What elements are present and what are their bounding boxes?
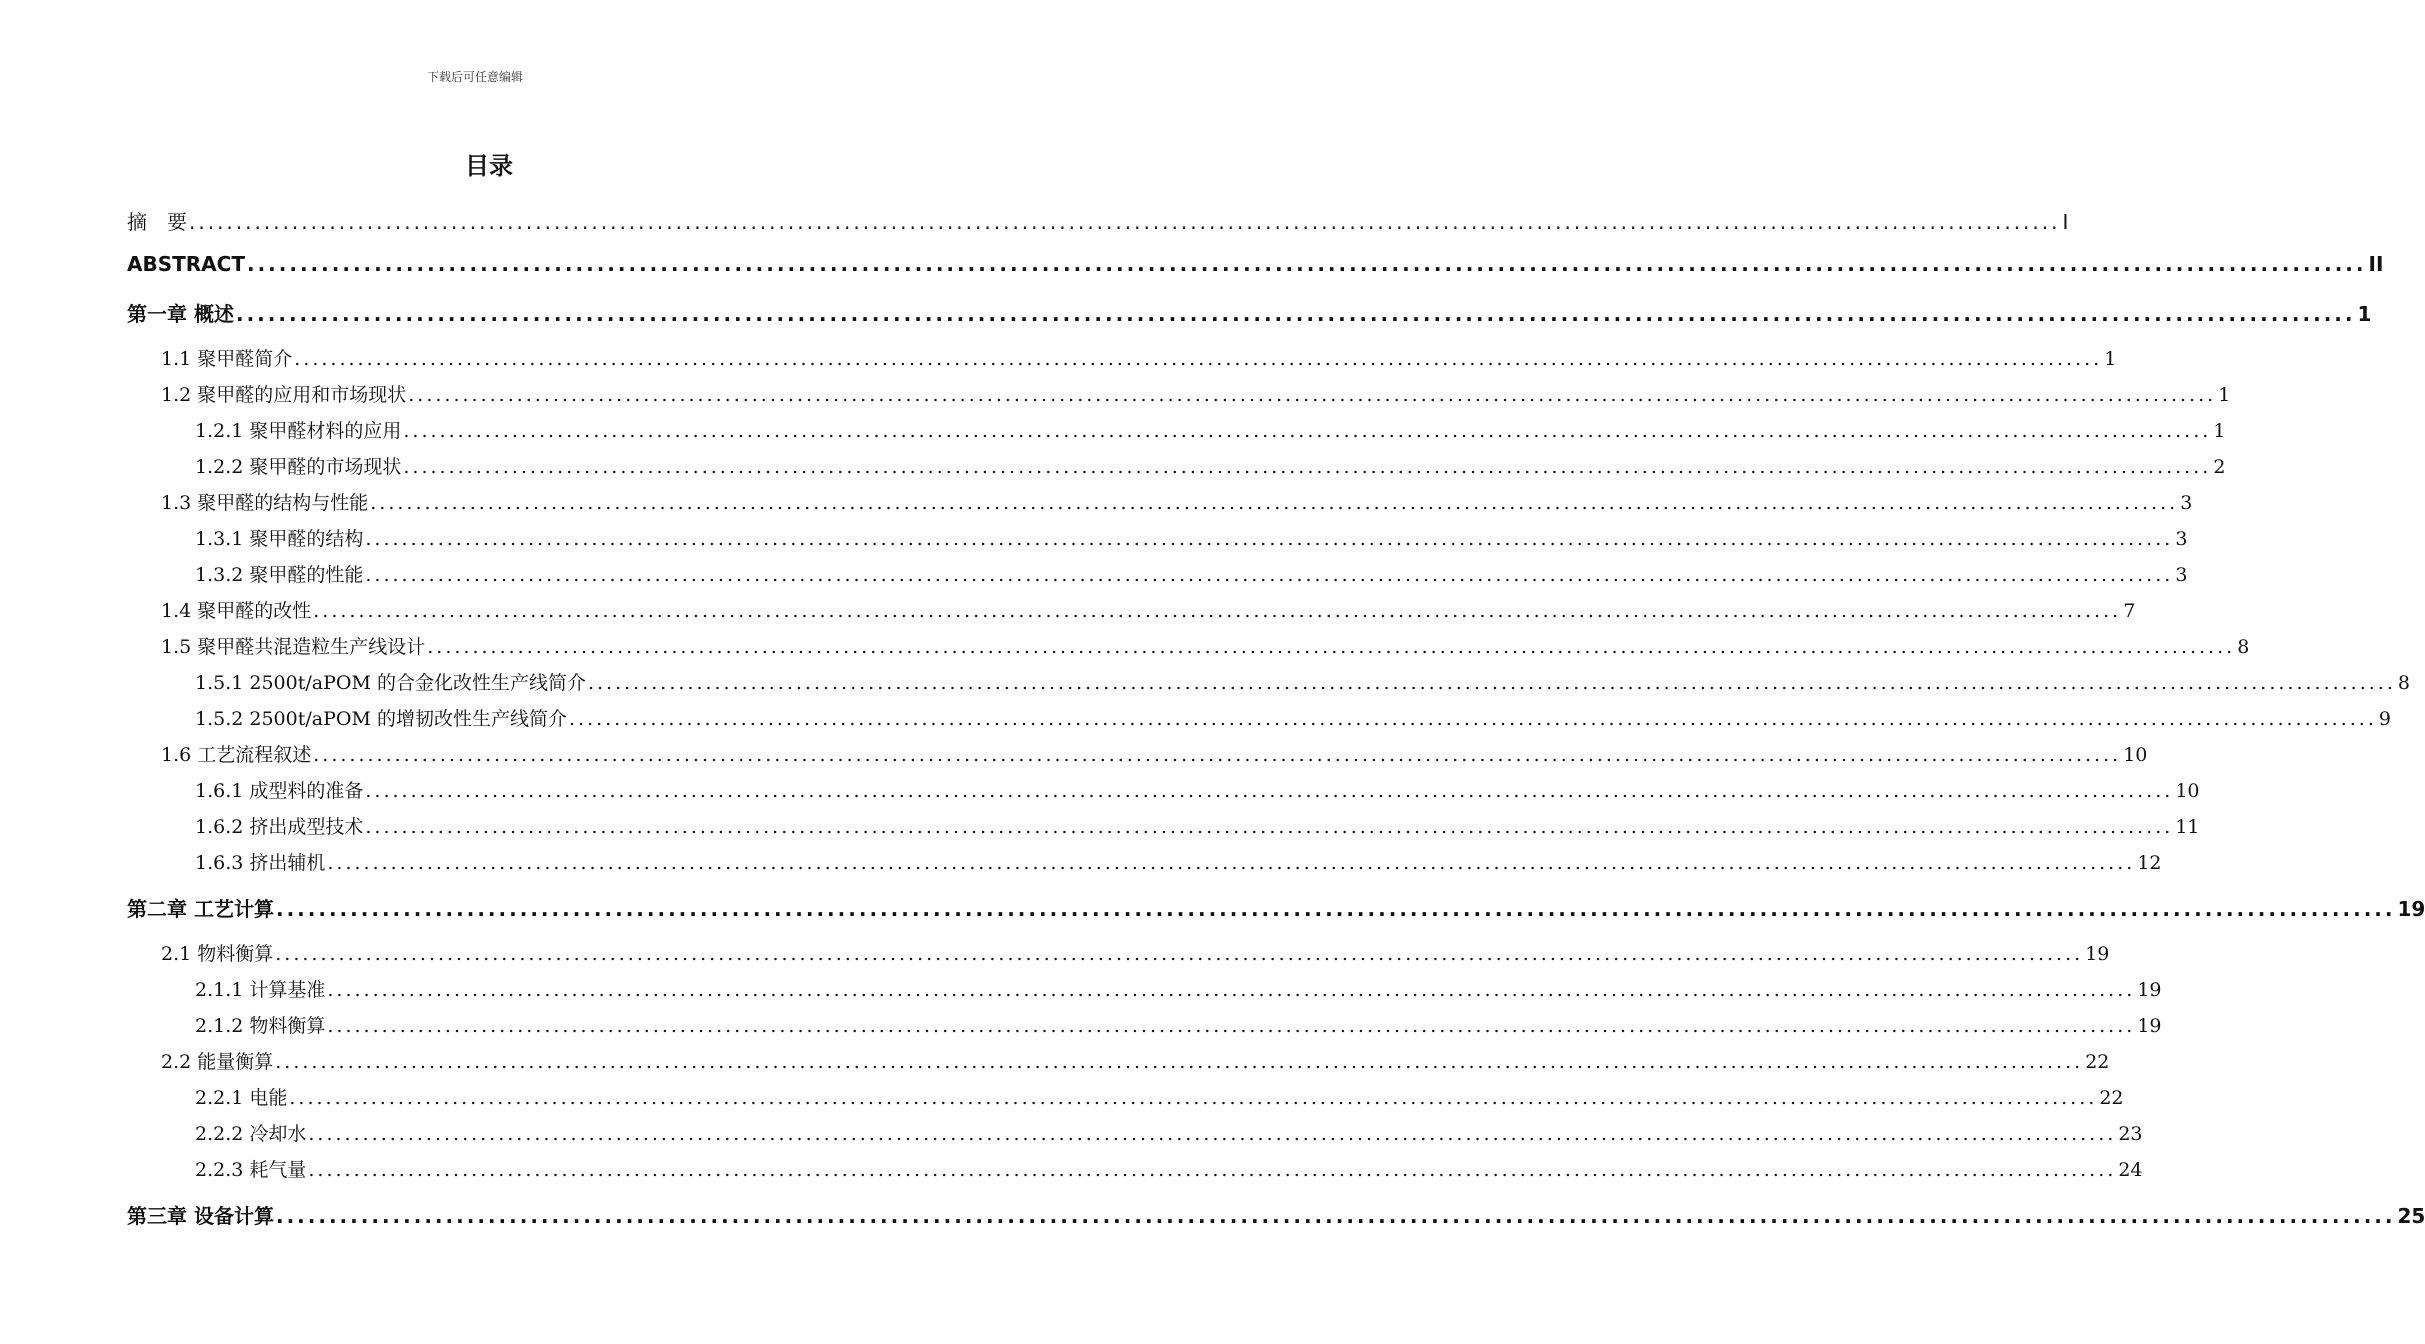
toc-entry[interactable] — [127, 298, 2372, 327]
toc-leader-dots: ........................................................................................................................................................................................................ — [327, 979, 2136, 1001]
toc-entry[interactable] — [127, 1200, 2425, 1229]
toc-leader-dots: ........................................................................................................................................................................................................ — [327, 852, 2136, 874]
toc-leader-dots: ........................................................................................................................................................................................................ — [294, 348, 2103, 370]
toc-entry-label: 2.2 能量衡算 — [161, 1051, 274, 1073]
toc-entry-page: 24 — [2118, 1159, 2143, 1181]
toc-entry-label: ABSTRACT — [127, 252, 245, 276]
toc-entry[interactable] — [161, 740, 2148, 767]
toc-entry-label: 1.1 聚甲醛简介 — [161, 348, 293, 370]
toc-entry-page: 19 — [2397, 897, 2425, 921]
toc-leader-dots: ........................................................................................................................................................................................................ — [327, 1015, 2136, 1037]
toc-entry[interactable] — [195, 560, 2188, 587]
toc-entry[interactable] — [195, 416, 2226, 443]
toc-leader-dots: ........................................................................................................................................................................................................ — [568, 708, 2377, 730]
toc-entry-page: 19 — [2137, 1015, 2162, 1037]
toc-entry-page: 12 — [2137, 852, 2162, 874]
toc-entry-page: 3 — [2175, 564, 2188, 586]
toc-entry[interactable] — [127, 252, 2384, 276]
toc-leader-dots: ........................................................................................................................................................................................................ — [246, 252, 2367, 276]
toc-leader-dots: ........................................................................................................................................................................................................ — [408, 384, 2217, 406]
toc-leader-dots: ........................................................................................................................................................................................................ — [275, 1051, 2084, 1073]
toc-entry[interactable] — [195, 1011, 2162, 1038]
toc-entry-label: 1.2.2 聚甲醛的市场现状 — [195, 456, 402, 478]
toc-entry[interactable] — [127, 206, 2069, 235]
toc-leader-dots: ........................................................................................................................................................................................................ — [587, 672, 2396, 694]
toc-entry-page: 23 — [2118, 1123, 2143, 1145]
toc-entry-label: 第二章 工艺计算 — [127, 897, 274, 921]
toc-entry[interactable] — [195, 452, 2226, 479]
toc-entry[interactable] — [195, 848, 2162, 875]
toc-entry[interactable] — [195, 704, 2391, 731]
toc-entry-page: 1 — [2213, 420, 2226, 442]
toc-leader-dots: ........................................................................................................................................................................................................ — [308, 1123, 2117, 1145]
toc-entry[interactable] — [161, 632, 2250, 659]
toc-entry-label: 1.6.3 挤出辅机 — [195, 852, 326, 874]
toc-entry-label: 1.6.2 挤出成型技术 — [195, 816, 364, 838]
toc-entry-label: 2.2.1 电能 — [195, 1087, 288, 1109]
toc-entry-label: 2.1 物料衡算 — [161, 943, 274, 965]
toc-leader-dots: ........................................................................................................................................................................................................ — [365, 528, 2174, 550]
toc-entry-page: II — [2368, 252, 2384, 276]
toc-leader-dots: ........................................................................................................................................................................................................ — [313, 744, 2122, 766]
toc-entry-page: 2 — [2213, 456, 2226, 478]
toc-entry-page: 22 — [2099, 1087, 2124, 1109]
toc-entry[interactable] — [195, 668, 2410, 695]
header-note: 下载后可任意编辑 — [426, 70, 523, 84]
toc-entry[interactable] — [127, 893, 2425, 922]
toc-entry-label: 1.3.1 聚甲醛的结构 — [195, 528, 364, 550]
toc-entry-page: 10 — [2123, 744, 2148, 766]
toc-leader-dots: ........................................................................................................................................................................................................ — [275, 897, 2396, 921]
toc-leader-dots: ........................................................................................................................................................................................................ — [365, 816, 2174, 838]
toc-entry-page: 9 — [2378, 708, 2391, 730]
toc-entry[interactable] — [161, 380, 2231, 407]
toc-entry-page: 8 — [2237, 636, 2250, 658]
toc-entry-label: 1.5.2 2500t/aPOM 的增韧改性生产线简介 — [195, 708, 567, 730]
toc-entry[interactable] — [195, 975, 2162, 1002]
toc-entry-label: 1.2 聚甲醛的应用和市场现状 — [161, 384, 407, 406]
toc-leader-dots: ........................................................................................................................................................................................................ — [275, 943, 2084, 965]
toc-leader-dots: ........................................................................................................................................................................................................ — [289, 1087, 2098, 1109]
toc-entry[interactable] — [195, 812, 2200, 839]
toc-entry-label: 摘 要 — [127, 210, 187, 234]
toc-entry-label: 2.2.3 耗气量 — [195, 1159, 307, 1181]
toc-leader-dots: ........................................................................................................................................................................................................ — [275, 1204, 2396, 1228]
toc-entry-page: 8 — [2397, 672, 2410, 694]
toc-entry-label: 1.6.1 成型料的准备 — [195, 780, 364, 802]
toc-title: 目录 — [465, 152, 513, 180]
toc-entry[interactable] — [161, 1047, 2110, 1074]
toc-leader-dots: ........................................................................................................................................................................................................ — [235, 302, 2356, 326]
toc-leader-dots: ........................................................................................................................................................................................................ — [365, 564, 2174, 586]
toc-entry-label: 2.1.2 物料衡算 — [195, 1015, 326, 1037]
toc-entry-label: 1.4 聚甲醛的改性 — [161, 600, 312, 622]
toc-leader-dots: ........................................................................................................................................................................................................ — [313, 600, 2122, 622]
toc-entry[interactable] — [195, 1155, 2143, 1182]
toc-entry-page: 11 — [2175, 816, 2200, 838]
toc-entry-label: 1.2.1 聚甲醛材料的应用 — [195, 420, 402, 442]
toc-entry[interactable] — [195, 524, 2188, 551]
toc-entry-page: 22 — [2085, 1051, 2110, 1073]
toc-entry[interactable] — [195, 1119, 2143, 1146]
toc-leader-dots: ........................................................................................................................................................................................................ — [308, 1159, 2117, 1181]
toc-entry-label: 第一章 概述 — [127, 302, 234, 326]
toc-entry-label: 2.2.2 冷却水 — [195, 1123, 307, 1145]
toc-leader-dots: ........................................................................................................................................................................................................ — [427, 636, 2236, 658]
toc-entry-page: 10 — [2175, 780, 2200, 802]
toc-entry-page: 1 — [2218, 384, 2231, 406]
toc-entry-label: 1.5 聚甲醛共混造粒生产线设计 — [161, 636, 426, 658]
toc-entry-label: 1.5.1 2500t/aPOM 的合金化改性生产线简介 — [195, 672, 586, 694]
toc-entry-label: 1.3.2 聚甲醛的性能 — [195, 564, 364, 586]
toc-entry[interactable] — [161, 939, 2110, 966]
toc-entry[interactable] — [161, 344, 2117, 371]
toc-entry-page: 3 — [2180, 492, 2193, 514]
toc-entry-label: 第三章 设备计算 — [127, 1204, 274, 1228]
toc-entry-page: 1 — [2104, 348, 2117, 370]
toc-entry-page: 25 — [2397, 1204, 2425, 1228]
toc-entry-label: 1.6 工艺流程叙述 — [161, 744, 312, 766]
toc-entry-page: 19 — [2137, 979, 2162, 1001]
toc-entry-page: 19 — [2085, 943, 2110, 965]
toc-leader-dots: ........................................................................................................................................................................................................ — [370, 492, 2179, 514]
toc-entry-page: I — [2062, 210, 2069, 234]
toc-entry-page: 1 — [2357, 302, 2372, 326]
toc-leader-dots: ........................................................................................................................................................................................................ — [403, 456, 2212, 478]
toc-entry-page: 7 — [2123, 600, 2136, 622]
toc-leader-dots: ........................................................................................................................................................................................................ — [403, 420, 2212, 442]
toc-entry-label: 1.3 聚甲醛的结构与性能 — [161, 492, 369, 514]
toc-entry[interactable] — [161, 488, 2193, 515]
toc-leader-dots: ........................................................................................................................................................................................................ — [365, 780, 2174, 802]
toc-entry-page: 3 — [2175, 528, 2188, 550]
toc-entry[interactable] — [195, 776, 2200, 803]
toc-entry-label: 2.1.1 计算基准 — [195, 979, 326, 1001]
toc-entry[interactable] — [161, 596, 2136, 623]
toc-leader-dots: ........................................................................................................................................................................................................ — [189, 210, 2061, 234]
toc-entry[interactable] — [195, 1083, 2124, 1110]
